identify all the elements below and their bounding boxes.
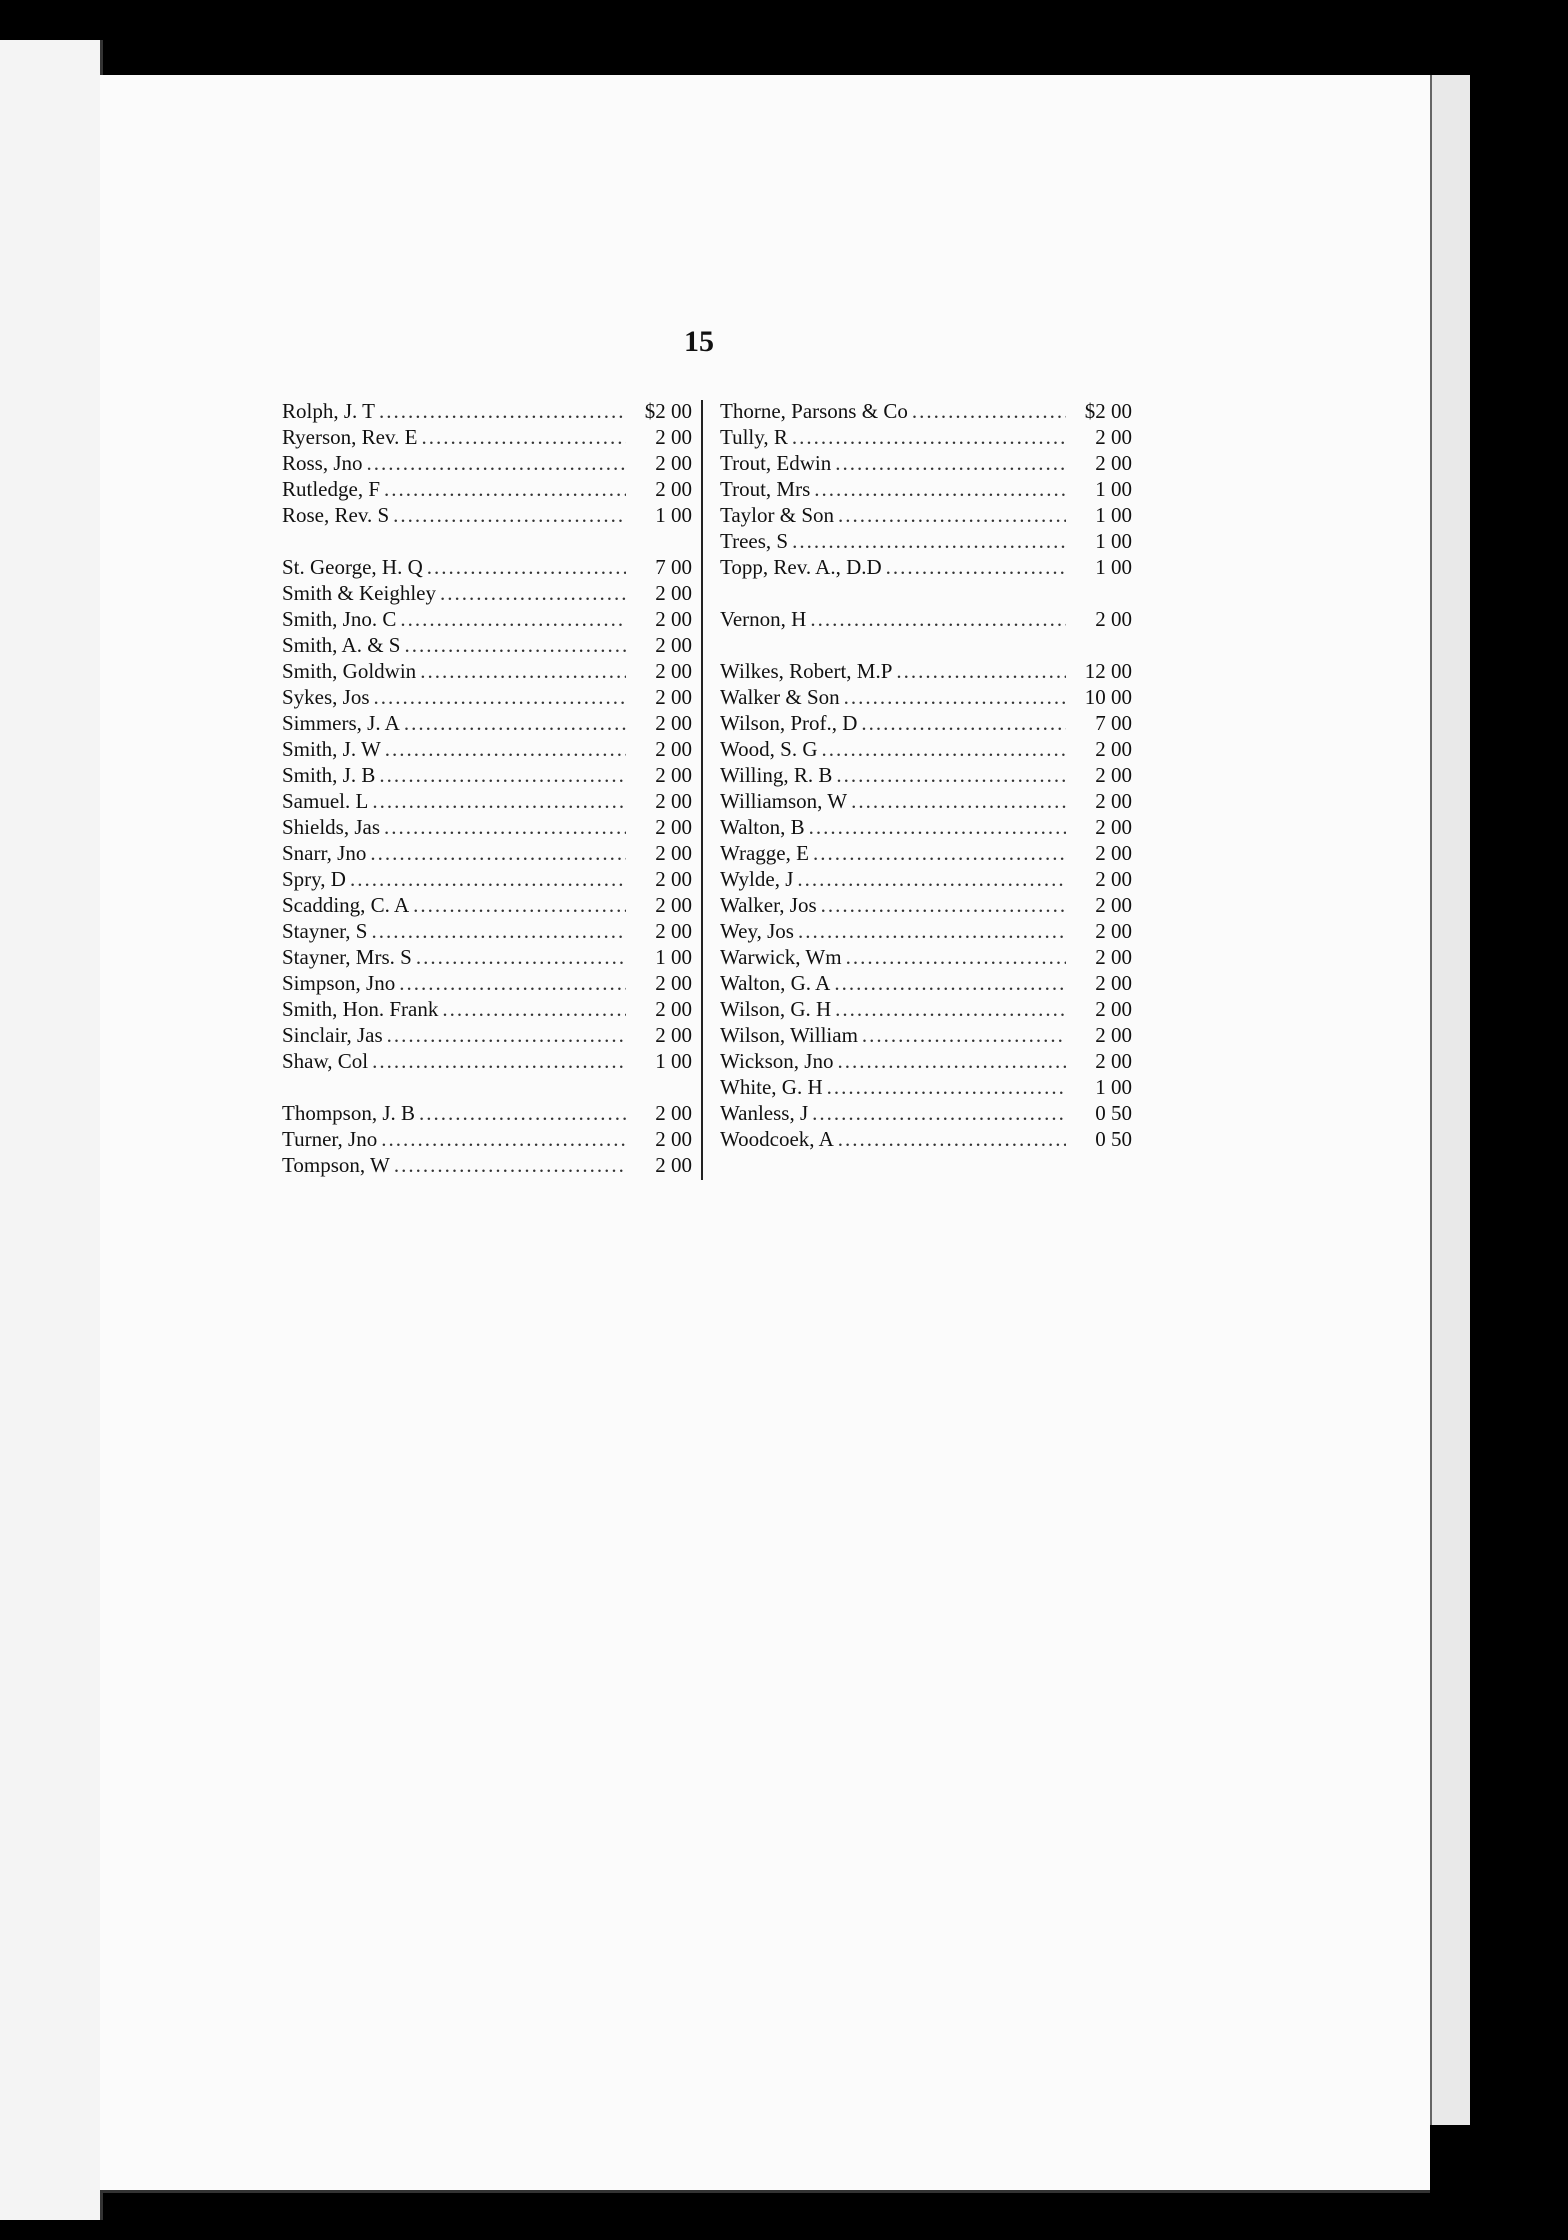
subscription-amount: 2 00: [655, 737, 692, 761]
list-item: [282, 580, 692, 606]
dot-leader: [912, 398, 1066, 424]
list-item: [720, 814, 1132, 840]
list-item: [282, 814, 692, 840]
dot-leader: [835, 996, 1066, 1022]
subscription-amount: 2 00: [655, 841, 692, 865]
subscriber-name: Wood, S. G: [720, 737, 818, 761]
list-item: [282, 450, 692, 476]
dot-leader: [370, 840, 626, 866]
dot-leader: [384, 476, 626, 502]
list-item: [282, 554, 692, 580]
subscriber-name: Williamson, W: [720, 789, 848, 813]
subscriber-name: St. George, H. Q: [282, 555, 423, 579]
list-item: [720, 788, 1132, 814]
subscriber-name: Smith, J. W: [282, 737, 381, 761]
subscription-amount: $2 00: [644, 399, 692, 423]
dot-leader: [838, 1126, 1066, 1152]
dot-leader: [834, 970, 1066, 996]
page-edge-right: [1430, 75, 1470, 2125]
subscription-amount: 2 00: [655, 581, 692, 605]
list-item: [282, 1048, 692, 1074]
subscriber-name: Sinclair, Jas: [282, 1023, 383, 1047]
subscriber-name: Tompson, W: [282, 1153, 390, 1177]
subscription-amount: 2 00: [655, 685, 692, 709]
list-item: [282, 424, 692, 450]
list-item: [720, 476, 1132, 502]
subscriber-name: Smith, A. & S: [282, 633, 401, 657]
dot-leader: [836, 762, 1066, 788]
subscriber-name: Warwick, Wm: [720, 945, 842, 969]
subscriber-name: Woodcoek, A: [720, 1127, 834, 1151]
subscription-amount: 2 00: [655, 789, 692, 813]
dot-leader: [798, 918, 1066, 944]
dot-leader: [809, 814, 1066, 840]
subscriber-name: Rose, Rev. S: [282, 503, 390, 527]
subscriber-name: Walker, Jos: [720, 893, 817, 917]
list-item: [720, 892, 1132, 918]
subscriber-name: Shields, Jas: [282, 815, 381, 839]
subscriber-name: Simmers, J. A: [282, 711, 400, 735]
dot-leader: [862, 1022, 1066, 1048]
subscription-amount: 2 00: [655, 607, 692, 631]
subscription-amount: 2 00: [1095, 841, 1132, 865]
list-item: [720, 944, 1132, 970]
dot-leader: [372, 788, 626, 814]
subscriber-name: Walton, B: [720, 815, 805, 839]
dot-leader: [427, 554, 626, 580]
subscription-amount: 2 00: [1095, 893, 1132, 917]
dot-leader: [413, 892, 626, 918]
list-item: [720, 554, 1132, 580]
list-item: [282, 1022, 692, 1048]
subscriber-name: Smith & Keighley: [282, 581, 436, 605]
subscriber-name: Vernon, H: [720, 607, 807, 631]
dot-leader: [861, 710, 1066, 736]
subscriber-name: White, G. H: [720, 1075, 823, 1099]
subscriber-name: Willing, R. B: [720, 763, 833, 787]
subscriber-name: Trees, S: [720, 529, 789, 553]
dot-leader: [821, 892, 1066, 918]
subscriber-name: Wickson, Jno: [720, 1049, 834, 1073]
subscription-amount: 12 00: [1084, 659, 1132, 683]
dot-leader: [372, 918, 627, 944]
list-item: [282, 892, 692, 918]
list-gap: [720, 580, 1132, 606]
dot-leader: [381, 1126, 626, 1152]
list-item: [720, 710, 1132, 736]
subscription-amount: 7 00: [655, 555, 692, 579]
list-item: [282, 866, 692, 892]
list-item: [282, 710, 692, 736]
subscriber-name: Tully, R: [720, 425, 788, 449]
dot-leader: [797, 866, 1066, 892]
subscriber-name: Snarr, Jno: [282, 841, 367, 865]
subscriber-name: Trout, Mrs: [720, 477, 811, 501]
list-item: [282, 944, 692, 970]
subscription-amount: 1 00: [1095, 555, 1132, 579]
list-item: [720, 1022, 1132, 1048]
subscriber-name: Simpson, Jno: [282, 971, 396, 995]
dot-leader: [393, 502, 626, 528]
dot-leader: [814, 476, 1066, 502]
subscriber-name: Spry, D: [282, 867, 346, 891]
subscriber-name: Walton, G. A: [720, 971, 831, 995]
subscription-amount: 2 00: [655, 1023, 692, 1047]
subscription-amount: 2 00: [655, 1101, 692, 1125]
subscription-amount: 2 00: [1095, 737, 1132, 761]
facing-page-edge: [0, 40, 103, 2220]
subscription-amount: 2 00: [1095, 607, 1132, 631]
subscription-amount: 1 00: [1095, 503, 1132, 527]
dot-leader: [421, 424, 626, 450]
subscription-amount: 2 00: [655, 971, 692, 995]
list-item: [720, 424, 1132, 450]
column-divider: [701, 400, 703, 1180]
subscriber-name: Rutledge, F: [282, 477, 380, 501]
subscription-amount: 2 00: [655, 997, 692, 1021]
subscription-amount: 2 00: [1095, 919, 1132, 943]
subscription-amount: 2 00: [655, 659, 692, 683]
subscriber-name: Smith, Jno. C: [282, 607, 397, 631]
list-gap: [720, 632, 1132, 658]
subscriber-name: Wey, Jos: [720, 919, 794, 943]
dot-leader: [404, 632, 626, 658]
list-item: [282, 1126, 692, 1152]
list-item: [720, 1048, 1132, 1074]
dot-leader: [821, 736, 1066, 762]
subscription-amount: 1 00: [655, 945, 692, 969]
list-gap: [282, 1074, 692, 1100]
subscription-amount: 2 00: [655, 425, 692, 449]
list-item: [282, 502, 692, 528]
subscriber-list-right: [720, 398, 1132, 1152]
dot-leader: [379, 762, 626, 788]
subscriber-name: Thompson, J. B: [282, 1101, 416, 1125]
list-item: [720, 684, 1132, 710]
list-item: [720, 1074, 1132, 1100]
subscriber-name: Wanless, J: [720, 1101, 809, 1125]
list-item: [720, 528, 1132, 554]
subscriber-name: Taylor & Son: [720, 503, 835, 527]
list-item: [720, 502, 1132, 528]
dot-leader: [387, 1022, 626, 1048]
subscription-amount: 2 00: [655, 451, 692, 475]
list-item: [282, 1100, 692, 1126]
subscriber-name: Wilkes, Robert, M.P: [720, 659, 893, 683]
page-number: 15: [684, 325, 714, 358]
subscription-amount: 1 00: [655, 503, 692, 527]
list-item: [720, 450, 1132, 476]
subscription-amount: 2 00: [655, 477, 692, 501]
list-item: [282, 918, 692, 944]
subscriber-name: Trout, Edwin: [720, 451, 832, 475]
dot-leader: [400, 606, 626, 632]
dot-leader: [896, 658, 1066, 684]
subscriber-name: Stayner, S: [282, 919, 368, 943]
list-item: [282, 970, 692, 996]
dot-leader: [385, 736, 626, 762]
subscriber-name: Scadding, C. A: [282, 893, 410, 917]
subscription-amount: 2 00: [655, 763, 692, 787]
list-item: [720, 1126, 1132, 1152]
subscription-amount: 10 00: [1084, 685, 1132, 709]
subscriber-name: Smith, Hon. Frank: [282, 997, 439, 1021]
subscriber-name: Wilson, G. H: [720, 997, 832, 1021]
list-item: [282, 632, 692, 658]
subscription-amount: 2 00: [655, 919, 692, 943]
list-item: [282, 476, 692, 502]
dot-leader: [792, 528, 1066, 554]
subscription-amount: 1 00: [1095, 1075, 1132, 1099]
subscription-amount: 7 00: [1095, 711, 1132, 735]
subscriber-name: Walker & Son: [720, 685, 840, 709]
list-gap: [282, 528, 692, 554]
dot-leader: [404, 710, 626, 736]
dot-leader: [886, 554, 1066, 580]
list-item: [720, 762, 1132, 788]
dot-leader: [394, 1152, 626, 1178]
list-item: [720, 996, 1132, 1022]
list-item: [720, 606, 1132, 632]
subscriber-name: Wilson, William: [720, 1023, 858, 1047]
subscription-amount: 2 00: [1095, 451, 1132, 475]
dot-leader: [367, 450, 626, 476]
subscription-amount: 2 00: [1095, 1049, 1132, 1073]
dot-leader: [420, 658, 626, 684]
subscription-amount: 2 00: [1095, 763, 1132, 787]
dot-leader: [838, 502, 1066, 528]
dot-leader: [442, 996, 626, 1022]
subscription-amount: 0 50: [1095, 1101, 1132, 1125]
subscriber-name: Stayner, Mrs. S: [282, 945, 412, 969]
dot-leader: [399, 970, 626, 996]
list-item: [282, 788, 692, 814]
dot-leader: [419, 1100, 626, 1126]
list-item: [720, 970, 1132, 996]
subscriber-name: Wragge, E: [720, 841, 809, 865]
subscriber-name: Rolph, J. T: [282, 399, 375, 423]
list-item: [282, 606, 692, 632]
list-item: [282, 684, 692, 710]
subscriber-name: Ryerson, Rev. E: [282, 425, 418, 449]
subscription-amount: 2 00: [655, 815, 692, 839]
subscriber-name: Ross, Jno: [282, 451, 363, 475]
subscriber-name: Thorne, Parsons & Co: [720, 399, 908, 423]
dot-leader: [792, 424, 1066, 450]
dot-leader: [844, 684, 1066, 710]
dot-leader: [416, 944, 626, 970]
subscription-amount: 2 00: [655, 633, 692, 657]
list-item: [720, 1100, 1132, 1126]
subscription-amount: 2 00: [655, 893, 692, 917]
subscription-amount: 2 00: [655, 1127, 692, 1151]
list-item: [282, 762, 692, 788]
dot-leader: [837, 1048, 1066, 1074]
dot-leader: [379, 398, 626, 424]
list-item: [720, 736, 1132, 762]
subscriber-name: Topp, Rev. A., D.D: [720, 555, 882, 579]
dot-leader: [851, 788, 1066, 814]
subscriber-name: Turner, Jno: [282, 1127, 378, 1151]
subscription-amount: 1 00: [655, 1049, 692, 1073]
subscription-amount: 2 00: [1095, 971, 1132, 995]
subscription-amount: $2 00: [1084, 399, 1132, 423]
list-item: [720, 866, 1132, 892]
list-item: [282, 736, 692, 762]
subscription-amount: 2 00: [1095, 997, 1132, 1021]
dot-leader: [827, 1074, 1066, 1100]
list-item: [720, 658, 1132, 684]
dot-leader: [846, 944, 1066, 970]
subscriber-list-left: [282, 398, 692, 1178]
dot-leader: [812, 1100, 1066, 1126]
list-item: [720, 398, 1132, 424]
subscription-amount: 2 00: [1095, 867, 1132, 891]
dot-leader: [374, 684, 626, 710]
subscription-amount: 2 00: [655, 1153, 692, 1177]
subscriber-name: Wilson, Prof., D: [720, 711, 858, 735]
list-item: [720, 918, 1132, 944]
dot-leader: [350, 866, 626, 892]
dot-leader: [813, 840, 1066, 866]
subscription-amount: 2 00: [1095, 1023, 1132, 1047]
list-item: [282, 996, 692, 1022]
subscriber-name: Smith, J. B: [282, 763, 376, 787]
subscription-amount: 0 50: [1095, 1127, 1132, 1151]
list-item: [282, 398, 692, 424]
list-item: [720, 840, 1132, 866]
subscriber-name: Samuel. L: [282, 789, 369, 813]
subscriber-name: Sykes, Jos: [282, 685, 370, 709]
dot-leader: [440, 580, 626, 606]
subscription-amount: 2 00: [1095, 945, 1132, 969]
subscription-amount: 2 00: [655, 867, 692, 891]
subscription-amount: 2 00: [1095, 815, 1132, 839]
subscriber-name: Wylde, J: [720, 867, 794, 891]
list-item: [282, 840, 692, 866]
list-item: [282, 658, 692, 684]
dot-leader: [372, 1048, 626, 1074]
dot-leader: [835, 450, 1066, 476]
subscription-amount: 2 00: [655, 711, 692, 735]
dot-leader: [810, 606, 1066, 632]
subscriber-name: Smith, Goldwin: [282, 659, 417, 683]
dot-leader: [384, 814, 626, 840]
subscription-amount: 2 00: [1095, 789, 1132, 813]
subscription-amount: 1 00: [1095, 477, 1132, 501]
list-item: [282, 1152, 692, 1178]
subscription-amount: 1 00: [1095, 529, 1132, 553]
subscriber-name: Shaw, Col: [282, 1049, 369, 1073]
subscription-amount: 2 00: [1095, 425, 1132, 449]
